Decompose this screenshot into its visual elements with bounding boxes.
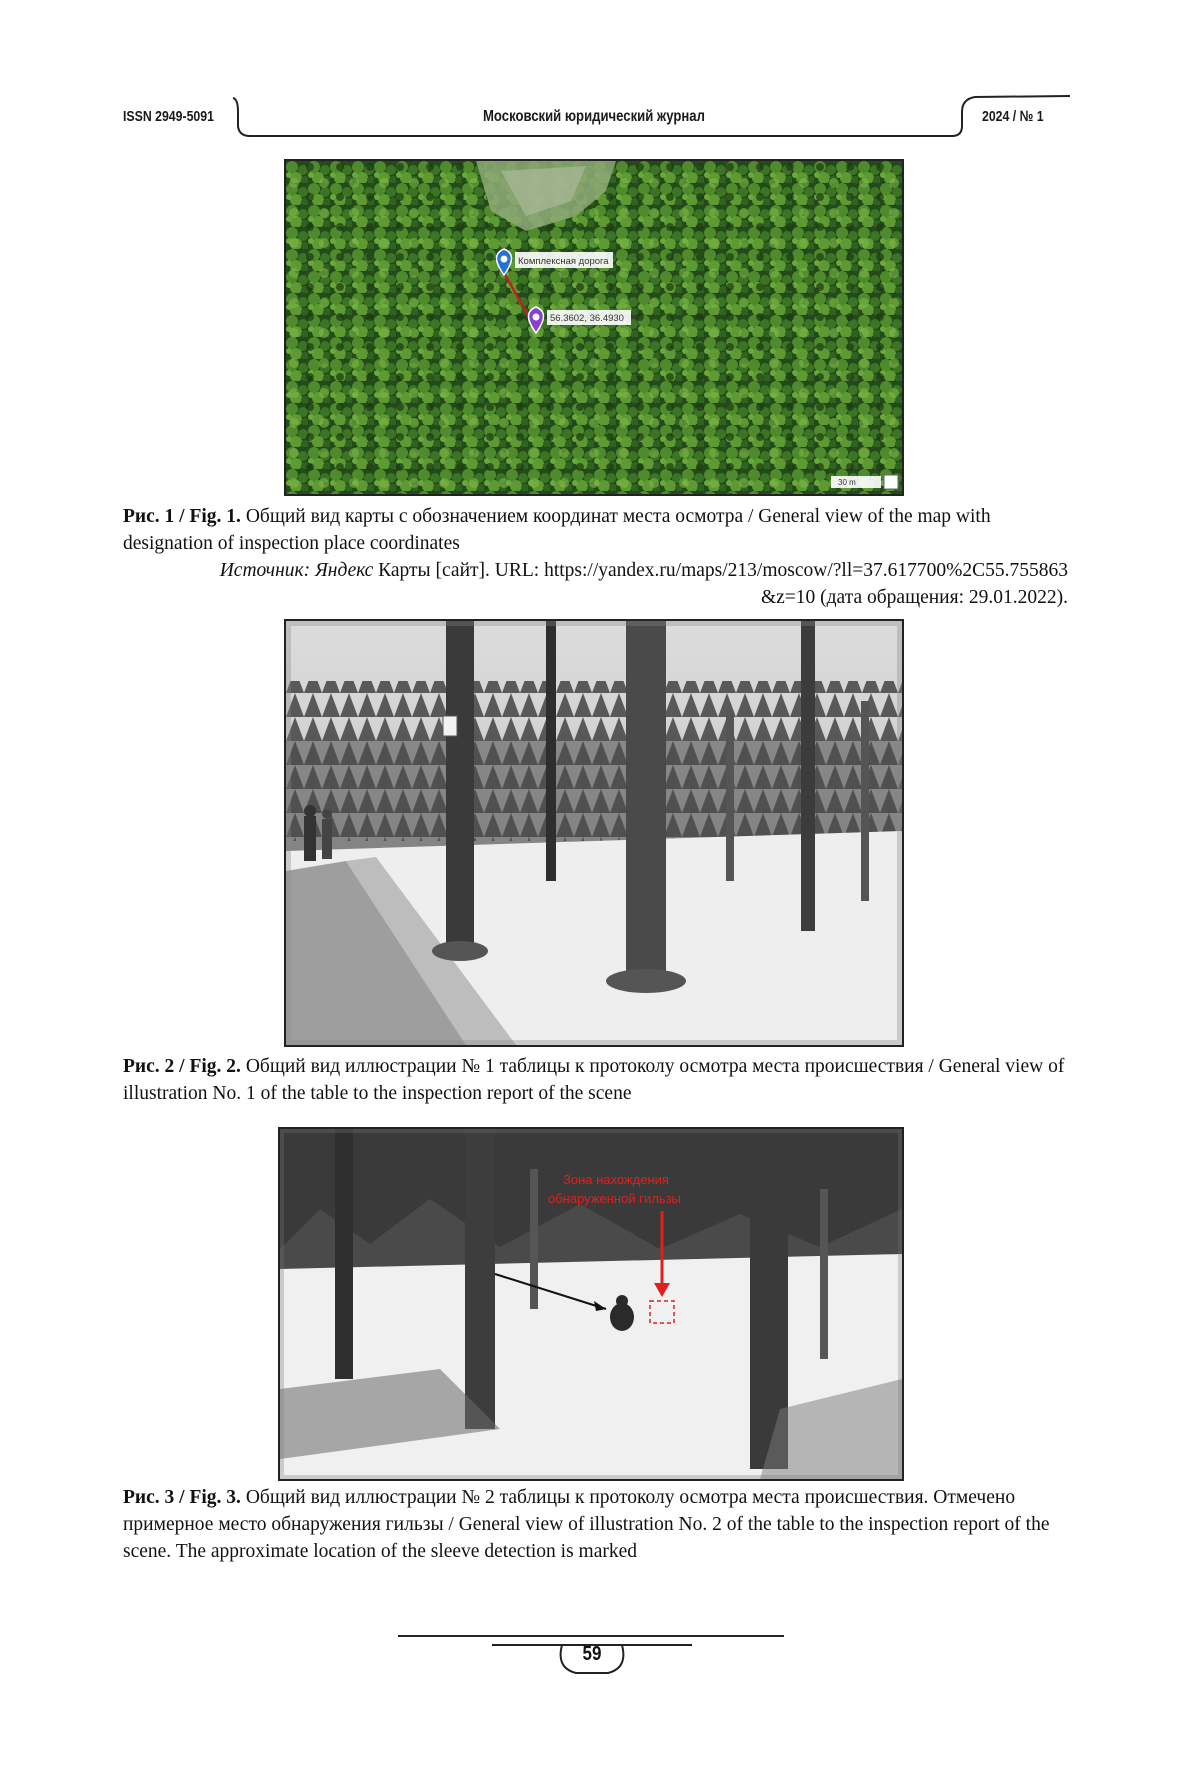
figure-1-source-text-2: &z=10 (дата обращения: 29.01.2022).	[760, 587, 1068, 608]
figure-1-source-text: Карты [сайт]. URL: https://yandex.ru/maps/213/moscow/?ll=37.617700%2C55.755863	[373, 560, 1068, 581]
figure-3-caption-text: Общий вид иллюстрации № 2 таблицы к протоколу осмотра места происшествия. Отмечено примерное место обнаружения гильзы / General view of illustration No. 2 of the table to the inspection report of the scene. The approximate location of the sleeve detection is marked	[123, 1487, 1050, 1562]
annotation-text-2: обнаруженной гильзы	[548, 1191, 681, 1206]
figure-1-source-label: Источник: Яндекс	[219, 560, 374, 581]
figure-1-caption-text: Общий вид карты с обозначением координат места осмотра / General view of the map with designation of inspection place coordinates	[123, 506, 991, 554]
figure-2-caption-text: Общий вид иллюстрации № 1 таблицы к протоколу осмотра места происшествия / General view of illustration No. 1 of the table to the inspection report of the scene	[123, 1056, 1065, 1104]
figure-1-label: Рис. 1 / Fig. 1.	[123, 506, 241, 527]
journal-title: Московский юридический журнал	[483, 108, 705, 125]
map-coords-label: 56.3602, 36.4930	[550, 313, 624, 324]
page-number: 59	[582, 1643, 602, 1665]
figure-2-label: Рис. 2 / Fig. 2.	[123, 1056, 241, 1077]
figure-3-label: Рис. 3 / Fig. 3.	[123, 1487, 241, 1508]
map-place-label: Комплексная дорога	[518, 256, 609, 267]
issue-number: 2024 / № 1	[982, 108, 1044, 125]
issn: ISSN 2949-5091	[123, 108, 214, 125]
annotation-text-1: Зона нахождения	[563, 1172, 669, 1187]
map-scale-label: 30 m	[838, 478, 856, 487]
